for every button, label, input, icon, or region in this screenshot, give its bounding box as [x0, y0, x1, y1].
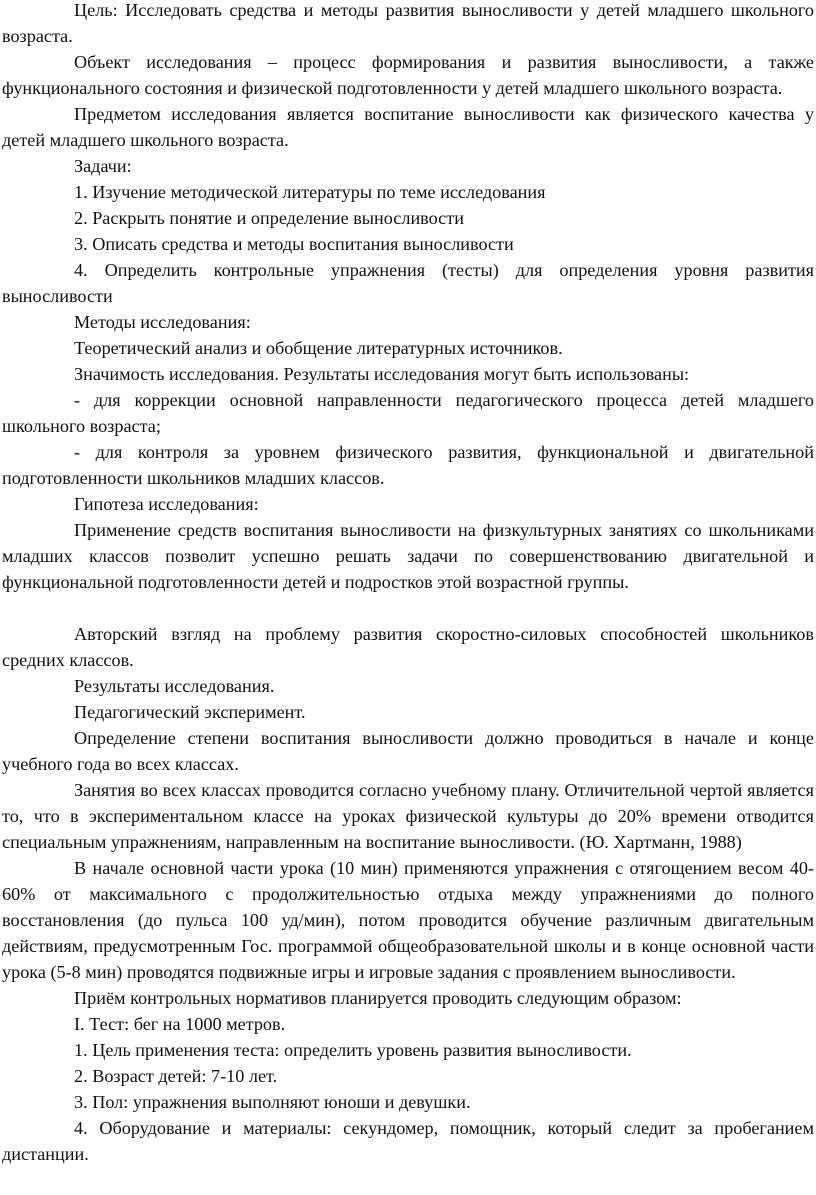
- author-view-paragraph: Авторский взгляд на проблему развития скоростно-силовых способностей школьников средних классов.: [2, 624, 814, 670]
- experiment-paragraph-1: Определение степени воспитания выносливости должно проводиться в начале и конце учебного года во всех классах.: [2, 728, 814, 774]
- significance-paragraph: Значимость исследования. Результаты исследования могут быть использованы:: [74, 364, 690, 384]
- results-heading: Результаты исследования.: [74, 676, 275, 696]
- hypothesis-heading: Гипотеза исследования:: [74, 494, 259, 514]
- methods-text: Теоретический анализ и обобщение литературных источников.: [74, 338, 563, 358]
- test-item-4: 4. Оборудование и материалы: секундомер, помощник, который следит за пробеганием дистанции.: [2, 1118, 814, 1164]
- methods-heading: Методы исследования:: [74, 312, 251, 332]
- paragraph-gap: [2, 595, 814, 621]
- task-item-3: 3. Описать средства и методы воспитания выносливости: [74, 234, 514, 254]
- goal-paragraph: Цель: Исследовать средства и методы развития выносливости у детей младшего школьного возраста.: [2, 0, 814, 46]
- hypothesis-text: Применение средств воспитания выносливости на физкультурных занятиях со школьниками младших классов позволит успешно решать задачи по совершенствованию двигательной и функциональной подготовленности детей и подростков этой возрастной группы.: [2, 520, 814, 592]
- significance-item-2: - для контроля за уровнем физического развития, функциональной и двигательной подготовленности школьников младших классов.: [2, 442, 814, 488]
- task-item-4: 4. Определить контрольные упражнения (тесты) для определения уровня развития выносливости: [2, 260, 814, 306]
- test-item-3: 3. Пол: упражнения выполняют юноши и девушки.: [74, 1092, 471, 1112]
- object-paragraph: Объект исследования – процесс формирования и развития выносливости, а также функционального состояния и физической подготовленности у детей младшего школьного возраста.: [2, 52, 814, 98]
- test-heading: I. Тест: бег на 1000 метров.: [74, 1014, 286, 1034]
- significance-item-1: - для коррекции основной направленности педагогического процесса детей младшего школьного возраста;: [2, 390, 814, 436]
- task-item-2: 2. Раскрыть понятие и определение выносливости: [74, 208, 464, 228]
- control-norms-paragraph: Приём контрольных нормативов планируется проводить следующим образом:: [74, 988, 682, 1008]
- tasks-heading: Задачи:: [74, 156, 132, 176]
- experiment-heading: Педагогический эксперимент.: [74, 702, 306, 722]
- test-item-1: 1. Цель применения теста: определить уровень развития выносливости.: [74, 1040, 632, 1060]
- subject-paragraph: Предметом исследования является воспитание выносливости как физического качества у детей младшего школьного возраста.: [2, 104, 814, 150]
- test-item-2: 2. Возраст детей: 7-10 лет.: [74, 1066, 278, 1086]
- experiment-paragraph-2: Занятия во всех классах проводится согласно учебному плану. Отличительной чертой является то, что в экспериментальном классе на уроках физической культуры до 20% времени отводится специальным упражнениям, направленным на воспитание выносливости. (Ю. Хартманн, 1988): [2, 780, 814, 852]
- task-item-1: 1. Изучение методической литературы по теме исследования: [74, 182, 546, 202]
- experiment-paragraph-3: В начале основной части урока (10 мин) применяются упражнения с отягощением весом 40-60% от максимального с продолжительностью отдыха между упражнениями до полного восстановления (до пульса 100 уд/мин), потом проводится обучение различным двигательным действиям, предусмотренным Гос. программой общеобразовательной школы и в конце основной части урока (5-8 мин) проводятся подвижные игры и игровые задания с проявлением выносливости.: [2, 858, 814, 982]
